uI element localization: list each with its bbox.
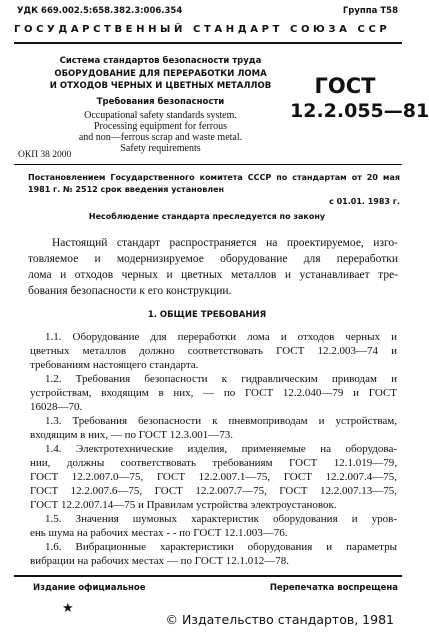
title-ru-line1: ОБОРУДОВАНИЕ ДЛЯ ПЕРЕРАБОТКИ ЛОМА bbox=[54, 69, 267, 79]
section-line: ГОСТ 12.2.007.6—75, ГОСТ 12.2.007.7—75, ГОСТ 12.2.007.13—75, bbox=[30, 485, 397, 497]
section-line: 1.5. Значения шумовых характеристик оборудования и уров- bbox=[45, 513, 397, 525]
title-en-line3: and non—ferrous scrap and waste metal. bbox=[78, 132, 243, 143]
intro-line: Настоящий стандарт распространяется на проектируемое, изго- bbox=[52, 237, 398, 249]
section-line: 1.4. Электротехнические изделия, применяемые на оборудова- bbox=[45, 443, 397, 455]
title-rule bbox=[14, 164, 402, 165]
section-title: 1. ОБЩИЕ ТРЕБОВАНИЯ bbox=[147, 310, 267, 320]
intro-line: лома и отходов черных и цветных металлов и устанавливает тре- bbox=[28, 269, 398, 281]
section-line: входящим в них, — по ГОСТ 12.3.001—73. bbox=[30, 429, 234, 441]
section-line: устройствам, входящим в них, — по ГОСТ 12.2.040—79 и ГОСТ bbox=[30, 387, 397, 399]
section-line: 1.2. Требования безопасности к гидравлическим приводам и bbox=[45, 373, 397, 385]
title-en-line2: Processing equipment for ferrous bbox=[93, 121, 228, 132]
title-en-line1: Occupational safety standards system. bbox=[84, 110, 237, 121]
okp-code: ОКП 38 2000 bbox=[18, 150, 72, 160]
title-en-line4: Safety requirements bbox=[120, 143, 201, 154]
intro-line: бования безопасности к его конструкции. bbox=[28, 285, 232, 297]
star-icon: ★ bbox=[62, 601, 74, 616]
title-ru-line2: И ОТХОДОВ ЧЕРНЫХ И ЦВЕТНЫХ МЕТАЛЛОВ bbox=[49, 81, 272, 91]
penalty-notice: Несоблюдение стандарта преследуется по закону bbox=[88, 212, 326, 221]
section-line: вибрации на рабочих местах — по ГОСТ 12.1.012—78. bbox=[30, 555, 290, 567]
standard-line: ГОСУДАРСТВЕННЫЙ СТАНДАРТ СОЮЗА ССР bbox=[14, 24, 391, 35]
section-line: 16028—70. bbox=[30, 401, 83, 413]
section-line: 1.6. Вибрационные характеристики оборудования и параметры bbox=[45, 541, 397, 553]
system-title: Система стандартов безопасности труда bbox=[59, 56, 262, 66]
gost-number: 12.2.055—81 bbox=[290, 100, 429, 122]
section-line: 1.1. Оборудование для переработки лома и отходов черных и bbox=[45, 331, 397, 343]
section-line: нии, должны соответствовать требованиям ГОСТ 12.1.019—79, bbox=[30, 457, 397, 469]
section-line: ГОСТ 12.2.007.0—75, ГОСТ 12.2.007.1—75, ГОСТ 12.2.007.4—75, bbox=[30, 471, 397, 483]
udk-code: УДК 669.002.5:658.382.3:006.354 bbox=[17, 6, 183, 16]
footer-rule bbox=[14, 575, 402, 577]
decree-line1: Постановлением Государственного комитета СССР по стандартам от 20 мая bbox=[28, 173, 400, 182]
title-ru-subtitle: Требования безопасности bbox=[96, 97, 225, 107]
gost-label: ГОСТ bbox=[314, 74, 376, 98]
section-line: цветных металлов должно соответствовать ГОСТ 12.2.003—74 и bbox=[30, 345, 397, 357]
section-line: ень шума на рабочих местах - - по ГОСТ 12.1.003—76. bbox=[30, 527, 288, 539]
section-line: ГОСТ 12.2.007.14—75 и Правилам устройства электроустановок. bbox=[30, 499, 337, 511]
intro-line: товляемое и модернизируемое оборудование для переработки bbox=[28, 253, 398, 265]
decree-line2: 1981 г. № 2512 срок введения установлен bbox=[28, 185, 225, 194]
group-code: Группа Т58 bbox=[342, 6, 398, 16]
official-edition: Издание официальное bbox=[33, 583, 146, 593]
reprint-notice: Перепечатка воспрещена bbox=[269, 583, 398, 593]
section-line: 1.3. Требования безопасности к пневмоприводам и устройствам, bbox=[45, 415, 397, 427]
section-line: требованиям настоящего стандарта. bbox=[30, 359, 199, 371]
top-rule bbox=[14, 42, 402, 44]
copyright: © Издательство стандартов, 1981 bbox=[165, 612, 394, 627]
decree-date: с 01.01. 1983 г. bbox=[329, 197, 400, 206]
